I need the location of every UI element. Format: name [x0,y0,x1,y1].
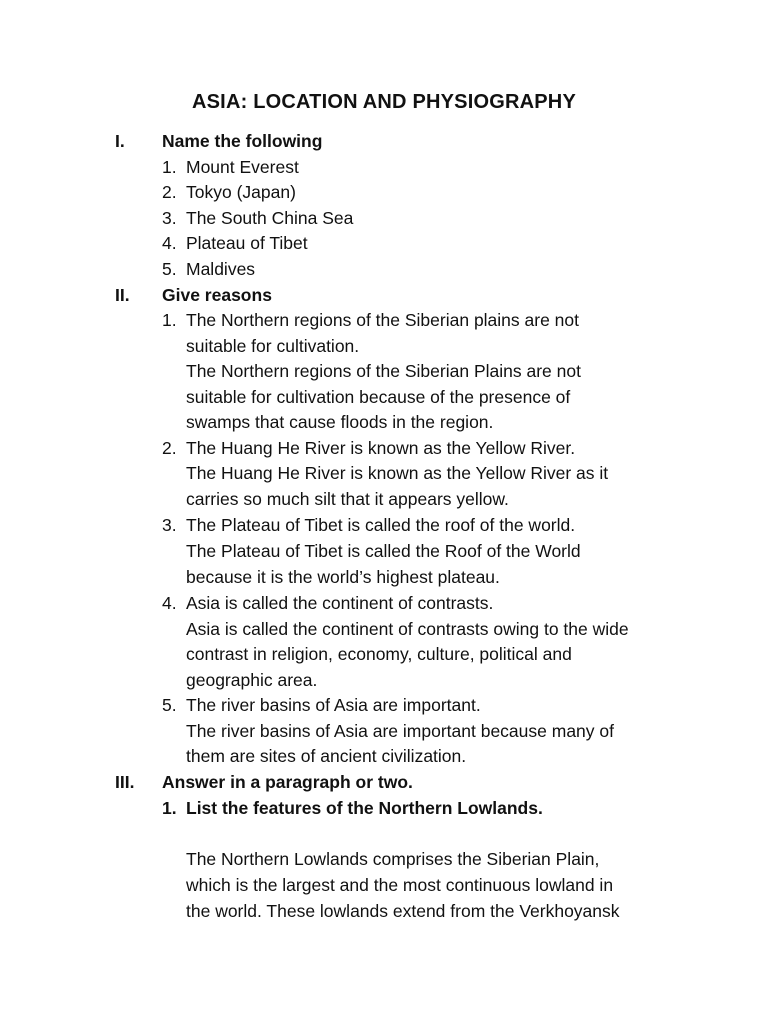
list-item-text: Maldives [186,259,256,279]
section-1-numeral: I. [115,131,125,151]
list-item-text: Tokyo (Japan) [186,182,296,202]
paragraph-line: the world. These lowlands extend from the Verkhoyansk [186,901,620,921]
section-3-numeral: III. [115,772,135,792]
section-1-heading: Name the following [162,131,323,151]
list-item-number: 2. [162,182,177,202]
list-item-text: suitable for cultivation. [186,336,360,356]
list-item-number: 5. [162,259,177,279]
list-item-number: 4. [162,233,177,253]
answer-text: them are sites of ancient civilization. [186,746,467,766]
list-item-text: Asia is called the continent of contrasts. [186,593,494,613]
answer-text: Asia is called the continent of contrasts owing to the wide [186,619,629,639]
list-item-number: 4. [162,593,177,613]
list-item-text: Plateau of Tibet [186,233,308,253]
list-item-text: The Northern regions of the Siberian plains are not [186,310,580,330]
paragraph-line: The Northern Lowlands comprises the Siberian Plain, [186,849,600,869]
list-item-number: 1. [162,157,177,177]
answer-text: The Plateau of Tibet is called the Roof of the World [186,541,581,561]
answer-text: geographic area. [186,670,318,690]
list-item-number: 3. [162,208,177,228]
question-number: 1. [162,798,177,818]
list-item-text: The South China Sea [186,208,354,228]
answer-text: The river basins of Asia are important because many of [186,721,614,741]
list-item-number: 3. [162,515,177,535]
list-item-number: 5. [162,695,177,715]
list-item-text: Mount Everest [186,157,299,177]
answer-text: swamps that cause floods in the region. [186,412,494,432]
answer-text: contrast in religion, economy, culture, political and [186,644,572,664]
list-item-text: The Plateau of Tibet is called the roof of the world. [186,515,576,535]
answer-text: The Huang He River is known as the Yellow River as it [186,463,609,483]
page-title: ASIA: LOCATION AND PHYSIOGRAPHY [192,91,576,113]
section-2-heading: Give reasons [162,285,272,305]
answer-text: because it is the world’s highest plateau. [186,567,500,587]
list-item-text: The Huang He River is known as the Yellow River. [186,438,576,458]
section-3-heading: Answer in a paragraph or two. [162,772,413,792]
paragraph-line: which is the largest and the most continuous lowland in [186,875,614,895]
list-item-number: 1. [162,310,177,330]
list-item-number: 2. [162,438,177,458]
list-item-text: The river basins of Asia are important. [186,695,481,715]
section-2-numeral: II. [115,285,130,305]
answer-text: The Northern regions of the Siberian Plains are not [186,361,581,381]
question-text: List the features of the Northern Lowlands. [186,798,543,818]
answer-text: carries so much silt that it appears yellow. [186,489,509,509]
answer-text: suitable for cultivation because of the presence of [186,387,571,407]
